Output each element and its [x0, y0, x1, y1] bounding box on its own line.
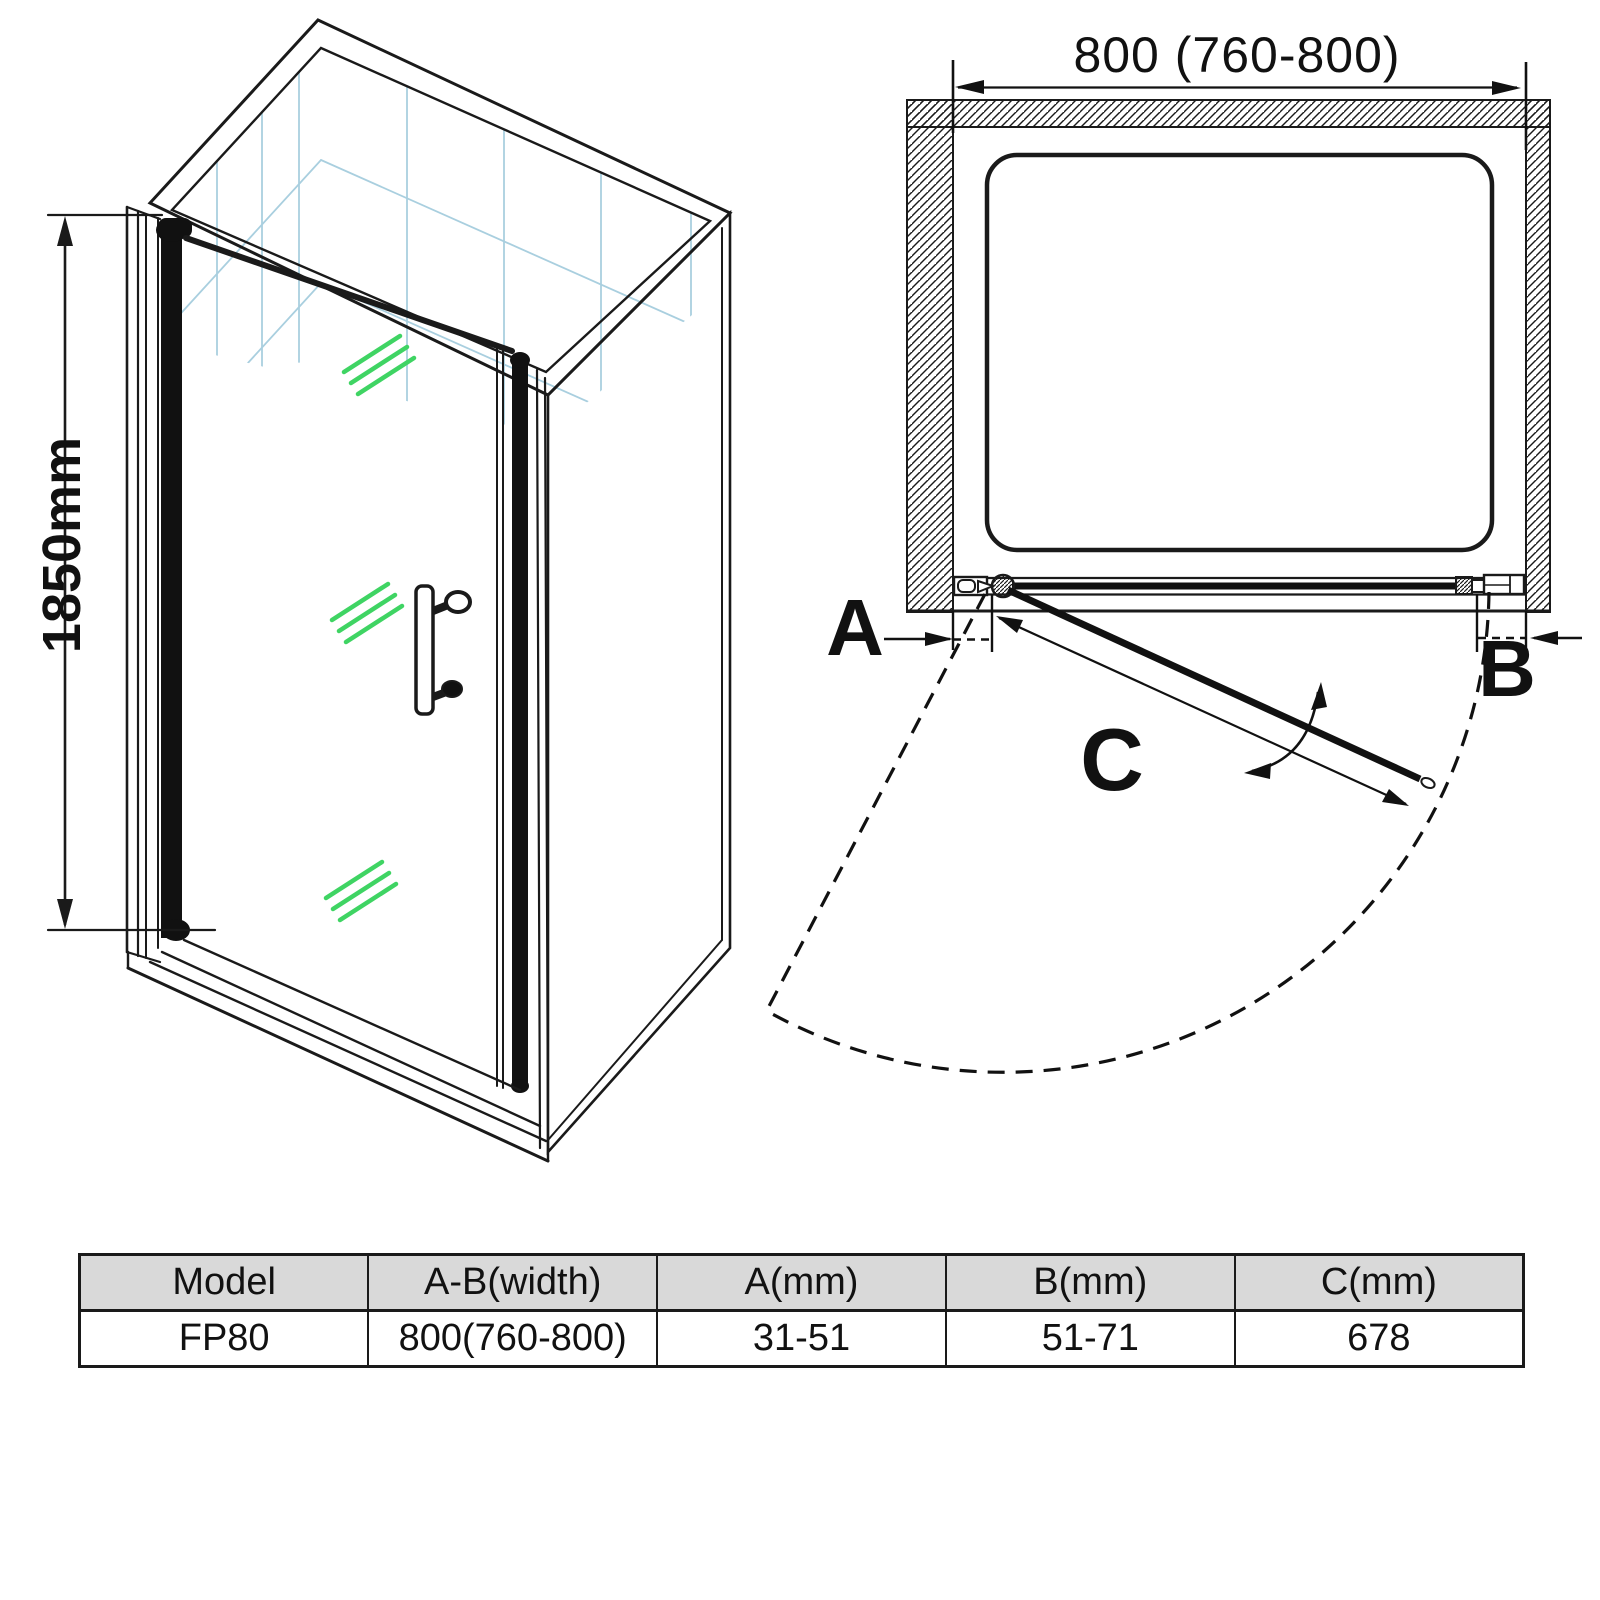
dimension-c — [996, 616, 1409, 809]
hinge-strip — [156, 218, 192, 941]
table-header-cell: A-B(width) — [368, 1255, 657, 1311]
table-row — [80, 1311, 1524, 1367]
table-cell: 678 — [1235, 1311, 1524, 1367]
width-dimension-label: 800 (760-800) — [1073, 27, 1401, 83]
isometric-view — [32, 20, 730, 1161]
table-header-cell: Model — [80, 1255, 369, 1311]
label-c: C — [1080, 710, 1144, 809]
spec-table — [78, 1253, 1525, 1368]
door-handle — [416, 586, 470, 714]
walls — [907, 100, 1550, 612]
label-a: A — [826, 583, 884, 672]
glass-reflection-marks — [326, 336, 414, 920]
door-latch — [1456, 575, 1524, 594]
door-open — [1008, 590, 1420, 779]
table-cell: 800(760-800) — [368, 1311, 657, 1367]
table-header-cell: B(mm) — [946, 1255, 1235, 1311]
left-wall-profile — [127, 207, 160, 962]
door-right-stile — [497, 347, 548, 1150]
plan-view — [765, 27, 1582, 1072]
spec-table-header — [80, 1255, 1524, 1311]
height-dimension-label: 1850mm — [32, 436, 92, 654]
width-dimension — [953, 27, 1526, 150]
table-cell: 51-71 — [946, 1311, 1235, 1367]
height-dimension — [32, 215, 215, 930]
table-cell: 31-51 — [657, 1311, 946, 1367]
table-header-cell: A(mm) — [657, 1255, 946, 1311]
table-cell: FP80 — [80, 1311, 369, 1367]
label-b: B — [1478, 624, 1536, 713]
shower-tray — [987, 155, 1492, 550]
open-door-handle — [1420, 776, 1436, 790]
bottom-frame — [128, 940, 548, 1161]
table-header-cell: C(mm) — [1235, 1255, 1524, 1311]
